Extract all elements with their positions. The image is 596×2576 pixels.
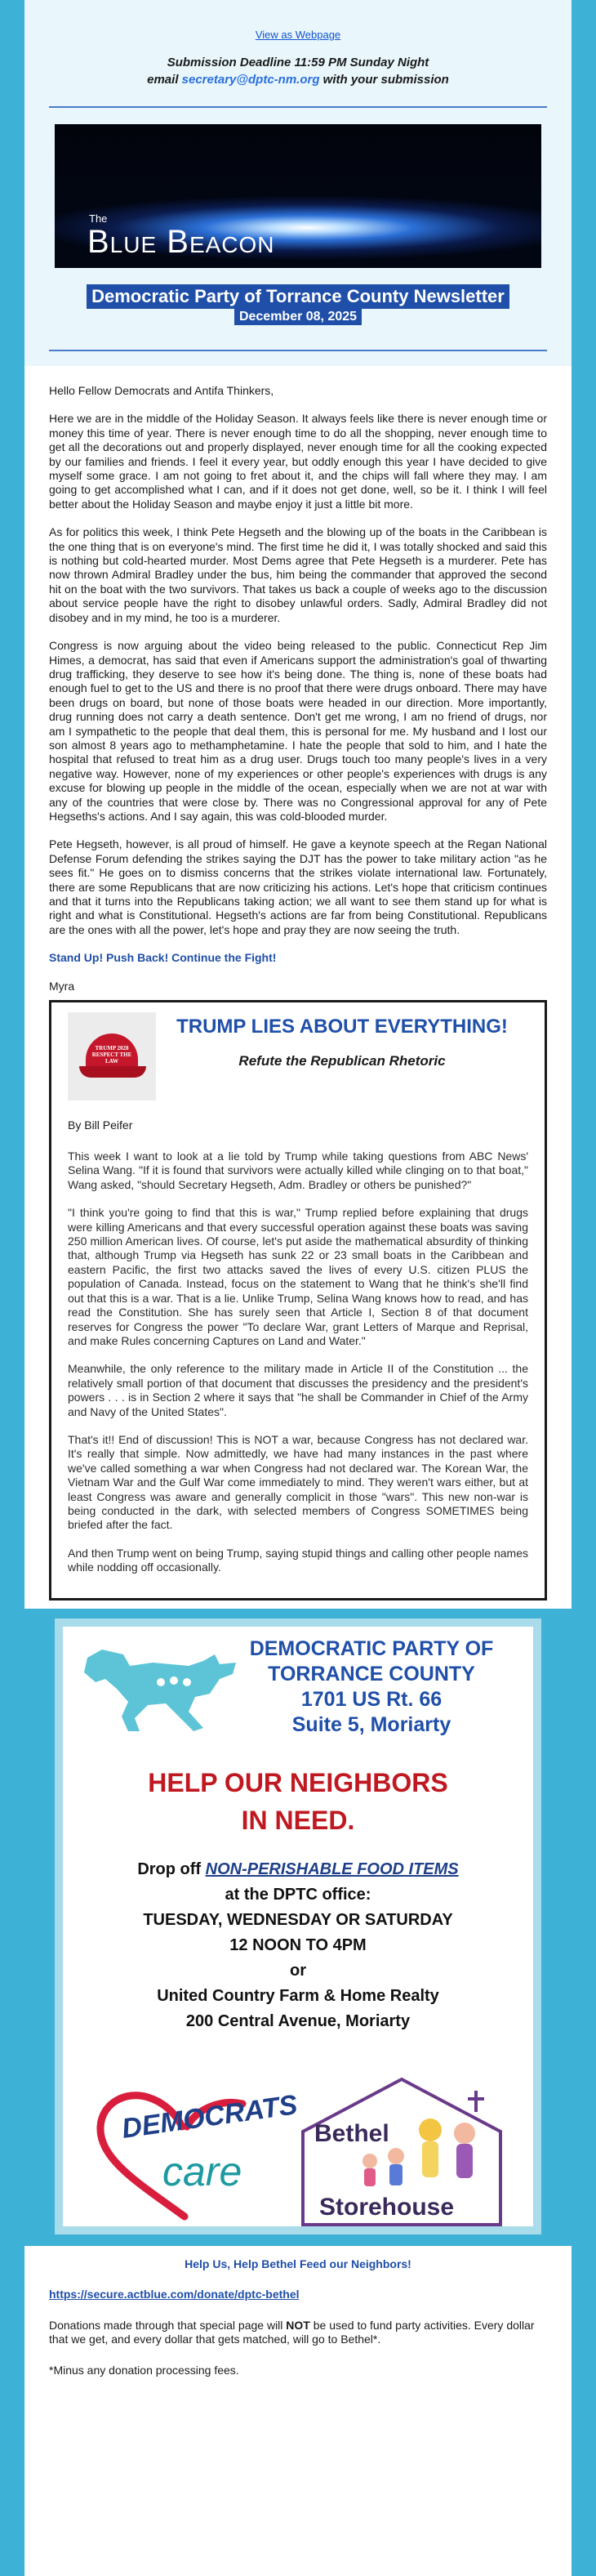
dropoff-prefix: Drop off (137, 1859, 206, 1878)
blue-beacon-banner (55, 124, 541, 268)
food-drive-flyer (55, 1618, 541, 2234)
article-subtitle: Refute the Republican Rhetoric (238, 1053, 446, 1069)
footer-title: Help Us, Help Bethel Feed our Neighbors! (185, 2257, 411, 2270)
divider (49, 350, 547, 351)
dropoff-line: at the DPTC office: (225, 1885, 371, 1904)
dptc-line: DEMOCRATIC PARTY OF (249, 1636, 494, 1660)
democrats-text: DEMOCRATS (119, 2088, 300, 2145)
storehouse-text: Storehouse (319, 2193, 455, 2221)
article-paragraph: And then Trump went on being Trump, saying stupid things and calling other people names while nodding off occasionally. (68, 1546, 528, 1574)
donation-note (49, 2319, 547, 2347)
header-band (24, 0, 572, 366)
article-title: TRUMP LIES ABOUT EVERYTHING! (176, 1016, 508, 1038)
trump-lies-article (49, 1000, 547, 1601)
view-as-webpage-link[interactable]: View as Webpage (255, 29, 341, 41)
dropoff-line: or (290, 1961, 306, 1980)
article-paragraph: "I think you're going to find that this is war," Trump replied before explaining that drugs were killing Americans and that every successful operation against these boats was saving 250 million American lives. Of course, let's put aside the mathematical absurdity of thinking that, although Trump via Hegseth has sunk 22 or 23 small boats in the Caribbean and eastern Pacific, the first two attacks saved the lives of every U.S. citizen PLUS the population of Canada. Instead, focus on the statement to Wang that he think's she'll find out that this is a war. That is a lie. Unlike Trump, Selina Wang knows how to read, and has read the Constitution. She has surely seen that Article I, Section 8 of that document reserves for Congress the power "To declare War, grant Letters of Marque and Reprisal, and make Rules concerning Captures on Land and Water." (68, 1206, 528, 1347)
article-paragraph: That's it!! End of discussion! This is NOT a war, because Congress has not declared war. It's really that simple. Now admittedly, we have had many instances in the past where we've called something a war when Congress had not declared war. The Korean War, the Vietnam War and the Gulf War come immediately to mind. They weren't wars either, but at least Congress was aware and generally complicit in those "wars". This new non-war is being conducted in the dark, with selected members of Congress SOMETIMES being briefed after the fact. (68, 1432, 528, 1532)
secretary-email-link[interactable]: secretary@dptc-nm.org (181, 73, 320, 87)
donation-pre: Donations made through that special page will (49, 2319, 287, 2332)
letter-paragraph: Congress is now arguing about the video being released to the public. Connecticut Rep Jim Himes, a democrat, has said that even if Americans support the administration's goal of thwarting drug trafficking, they deserve to see how it's being done. The thing is, none of these boats had enough fuel to get to the US and there is no proof that there were drugs onboard. There may have been drugs on board, but none of those boats were headed in our direction. More importantly, drug running does not carry a death sentence. Don't get me wrong, I am no friend of drugs, nor am I sympathetic to the people that deal them, this is personal for me. My husband and I lost our son almost 8 years ago to methamphetamine. I hate the people that sold to him, and I hate the hospital that refused to treat him as a drug user. Drugs touch too many people's lives in a very negative way. However, none of my experiences or other people's experiences with drugs is any excuse for blowing up people in the middle of the ocean, especially when we are not at war with any of the countries that were close by. There was no Congressional approval for any of Pete Hegseths's actions. And I say again, this was cold-blooded murder. (49, 639, 547, 823)
dptc-line: TORRANCE COUNTY (268, 1662, 475, 1685)
actblue-donate-link[interactable]: https://secure.actblue.com/donate/dptc-bethel (49, 2288, 300, 2301)
bethel-text: Bethel (314, 2119, 389, 2147)
divider (49, 106, 547, 108)
letter-paragraph: Pete Hegseth, however, is all proud of himself. He gave a keynote speech at the Regan National Defense Forum defending the strikes saying the DJT has the power to take military action "as he sees fit." He goes on to dismiss concerns that the strikes violate international law. Fortunately, there are some Republicans that are now criticizing his actions. Let's hope that criticism continues and that it turns into the Republicans taking action; we all want to see them stand up for what is right and what is Constitutional. Hegseth's actions are far from being Constitutional. Republicans are the ones with all the power, let's hope and pray they are now seeing the truth. (49, 837, 547, 936)
chair-letter (24, 366, 572, 993)
democrats-care-logo-icon (91, 2084, 300, 2223)
bethel-storehouse-logo-icon (291, 2074, 512, 2230)
dptc-line: Suite 5, Moriarty (291, 1712, 451, 1736)
call-to-action: Stand Up! Push Back! Continue the Fight! (49, 951, 277, 965)
hat-brim (79, 1066, 146, 1078)
newsletter-date: December 08, 2025 (234, 309, 362, 325)
help-line: HELP OUR NEIGHBORS (148, 1767, 448, 1797)
hat-text: TRUMP 2028 RESPECT THE LAW (91, 1045, 132, 1065)
dropoff-details (63, 1857, 533, 2034)
dropoff-line (63, 1857, 533, 1882)
help-line: IN NEED. (241, 1805, 355, 1835)
newsletter-title: Democratic Party of Torrance County Newsletter (87, 284, 509, 309)
dropoff-line: 200 Central Avenue, Moriarty (185, 2011, 411, 2030)
care-text: care (162, 2148, 242, 2194)
email-prefix: email (147, 73, 182, 87)
submission-deadline: Submission Deadline 11:59 PM Sunday Night (167, 56, 429, 69)
dropoff-line: 12 NOON TO 4PM (229, 1935, 367, 1954)
banner-small-text: The (89, 212, 108, 225)
dropoff-line: United Country Farm & Home Realty (157, 1986, 439, 2005)
dptc-line: 1701 US Rt. 66 (300, 1687, 443, 1711)
letter-signature: Myra (49, 979, 75, 993)
article-paragraph: This week I want to look at a lie told by Trump while taking questions from ABC News' Selina Wang. "If it is found that survivors were actually killed while clinging on to that boat," Wang asked, "should Secretary Hegseth, Adm. Bradley or others be punished?" (68, 1150, 528, 1191)
fee-footnote: *Minus any donation processing fees. (49, 2363, 239, 2377)
email-suffix: with your submission (319, 73, 449, 87)
newsletter-page (24, 0, 572, 2576)
submission-email-line (49, 71, 547, 88)
article-paragraph: Meanwhile, the only reference to the military made in Article II of the Constitution ... the relatively small portion of that document that discusses the presidency and the president's powers . . . is in Section 2 where it says that "he shall be Commander in Chief of the Army and Navy of the United States". (68, 1362, 528, 1418)
letter-paragraph: Here we are in the middle of the Holiday Season. It always feels like there is never enough time or money this time of year. There is never enough time to do all the shopping, never enough time to get all the decorations out and properly displayed, never enough time for all the cooking expected by our families and friends. I feel it every year, but oddly enough this year I have decided to give myself some grace. I am not going to fret about it, and the chips will fall where they may. I am going to get accomplished what I can, and if it does not get done, well, so be it. I think I will feel better about the Holiday Season and maybe enjoy it just a little bit more. (49, 412, 547, 511)
dropoff-items: NON-PERISHABLE FOOD ITEMS (205, 1859, 459, 1878)
dropoff-line: TUESDAY, WEDNESDAY OR SATURDAY (143, 1910, 453, 1929)
letter-greeting: Hello Fellow Democrats and Antifa Thinkers, (49, 384, 274, 397)
banner-title: Blue Beacon (87, 224, 275, 260)
donation-bold: NOT (286, 2319, 310, 2332)
donation-post: be used to fund party activities. Every dollar that we get, and every dollar that gets matched, will go to Bethel*. (49, 2319, 535, 2346)
article-byline: By Bill Peifer (68, 1118, 133, 1132)
article-titles (156, 1012, 528, 1069)
red-hat-image (68, 1012, 156, 1100)
footer (24, 2246, 572, 2378)
donkey-logo-icon (81, 1646, 244, 1733)
food-drive-flyer-wrap (24, 1609, 572, 2246)
dptc-address-block (249, 1636, 494, 1738)
article-header (68, 1012, 528, 1100)
letter-paragraph: As for politics this week, I think Pete Hegseth and the blowing up of the boats in the Caribbean is the one thing that is on everyone's mind. The first time he did it, I was totally shocked and said this is nothing but cold-hearted murder. Most Dems agree that Pete Hegseth is a murderer. Pete has now thrown Admiral Bradley under the bus, him being the commander that approved the second hit on the boat with the two survivors. That takes us back a couple of weeks ago to the discussion about service people have the right to disobey unlawful orders. Sadly, Admiral Bradley did not disobey and in my mind, he too is a murderer. (49, 525, 547, 624)
help-neighbors-headline (63, 1764, 533, 1839)
